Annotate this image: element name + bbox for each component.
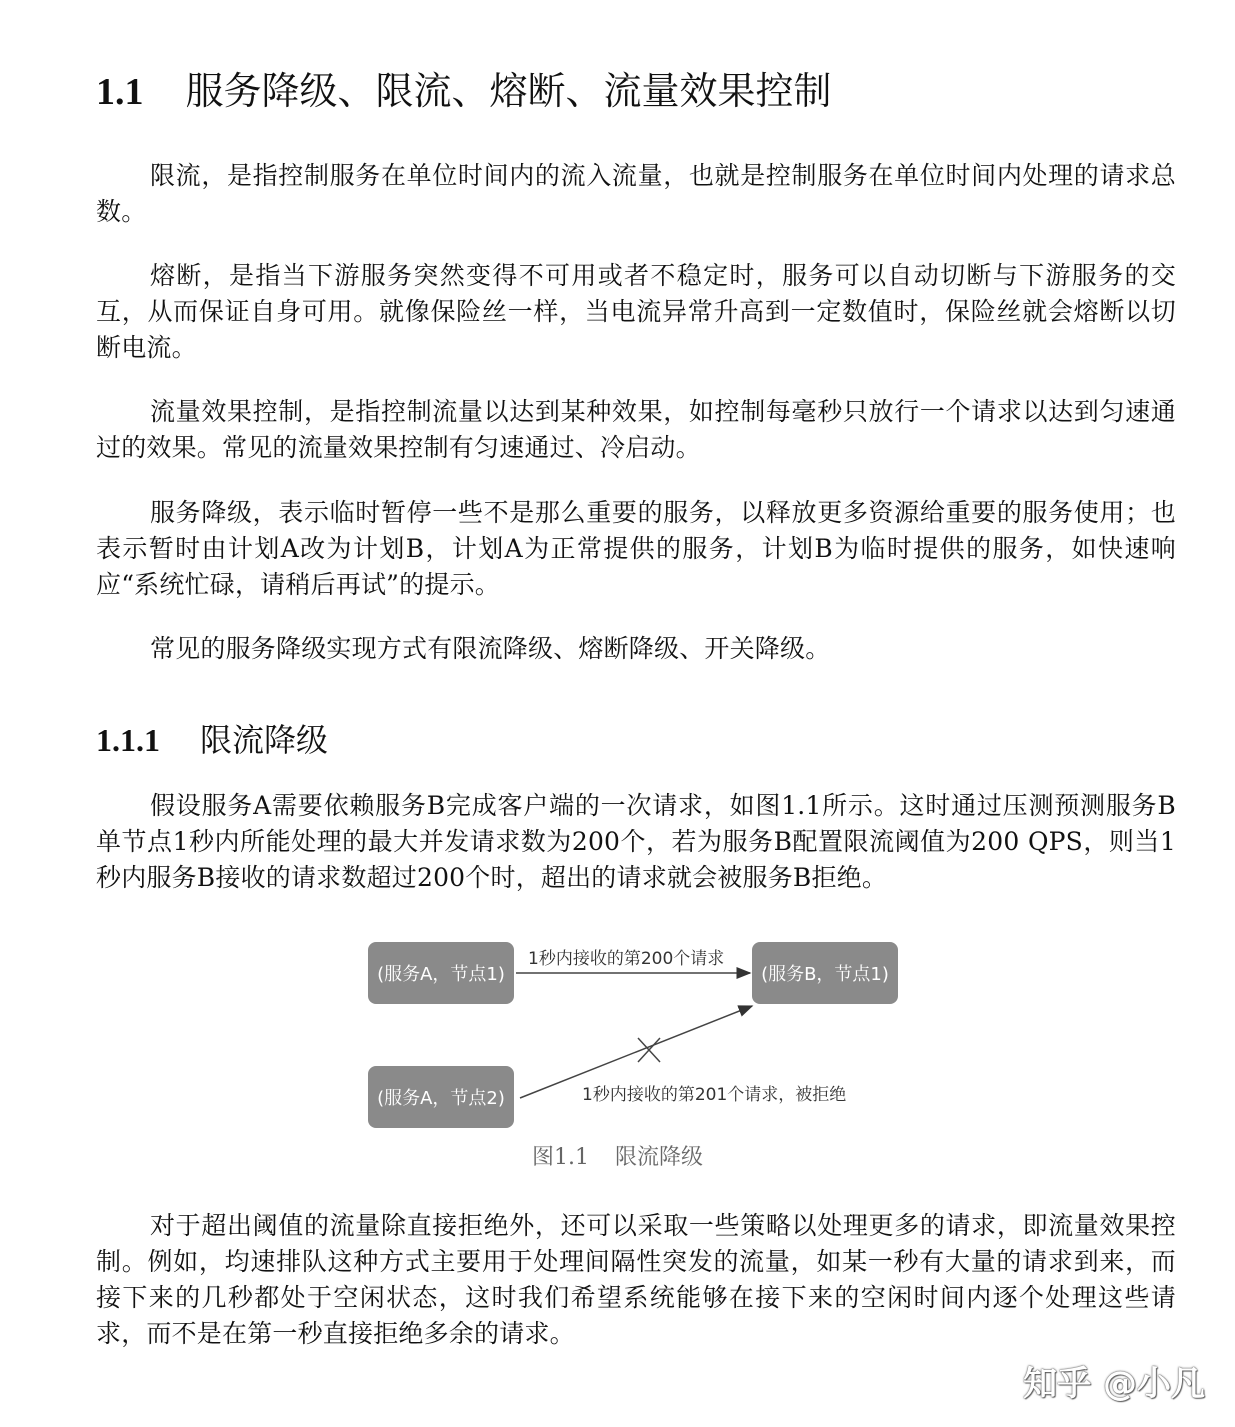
node-service-a-1: (服务A，节点1) <box>368 942 514 1004</box>
subsection-title: 限流降级 <box>200 721 329 759</box>
figure-rate-limit-diagram <box>360 930 920 1140</box>
watermark: 知乎 @小凡 <box>1023 1364 1205 1404</box>
edge-label-rejected: 1秒内接收的第201个请求，被拒绝 <box>582 1085 847 1105</box>
section-heading <box>96 66 832 117</box>
paragraph-traffic-shaping: 流量效果控制，是指控制流量以达到某种效果，如控制每毫秒只放行一个请求以达到匀速通过的效果。常见的流量效果控制有匀速通过、冷启动。 <box>96 397 1176 462</box>
node-service-a-2: (服务A，节点2) <box>368 1066 514 1128</box>
figure-caption-number: 图1.1 <box>531 1145 589 1170</box>
subsection-number: 1.1.1 <box>96 722 160 758</box>
node-service-b-1: (服务B，节点1) <box>752 942 898 1004</box>
figure-caption <box>0 1142 1235 1174</box>
figure-caption-title: 限流降级 <box>614 1145 703 1170</box>
paragraph-rate-limiting: 限流，是指控制服务在单位时间内的流入流量，也就是控制服务在单位时间内处理的请求总数。 <box>96 161 1176 226</box>
section-title: 服务降级、限流、熔断、流量效果控制 <box>185 69 832 113</box>
paragraph-traffic-control: 对于超出阈值的流量除直接拒绝外，还可以采取一些策略以处理更多的请求，即流量效果控制。例如，均速排队这种方式主要用于处理间隔性突发的流量，如某一秒有大量的请求到来，而接下来的几秒都处于空闲状态，这时我们希望系统能够在接下来的空闲时间内逐个处理这些请求，而不是在第一秒直接拒绝多余的请求。 <box>96 1211 1176 1348</box>
paragraph-degradation-methods: 常见的服务降级实现方式有限流降级、熔断降级、开关降级。 <box>150 634 831 663</box>
paragraph-rate-limit-example: 假设服务A需要依赖服务B完成客户端的一次请求，如图1.1所示。这时通过压测预测服务B单节点1秒内所能处理的最大并发请求数为200个，若为服务B配置限流阈值为200 QPS，则当1秒内服务B接收的请求数超过200个时，超出的请求就会被服务B拒绝。 <box>96 791 1176 892</box>
section-number: 1.1 <box>96 71 144 113</box>
subsection-heading <box>96 718 328 762</box>
edge-label-accepted: 1秒内接收的第200个请求 <box>528 949 725 969</box>
paragraph-circuit-breaking: 熔断，是指当下游服务突然变得不可用或者不稳定时，服务可以自动切断与下游服务的交互，从而保证自身可用。就像保险丝一样，当电流异常升高到一定数值时，保险丝就会熔断以切断电流。 <box>96 261 1176 362</box>
paragraph-service-degradation: 服务降级，表示临时暂停一些不是那么重要的服务，以释放更多资源给重要的服务使用；也表示暂时由计划A改为计划B，计划A为正常提供的服务，计划B为临时提供的服务，如快速响应“系统忙碌，请稍后再试”的提示。 <box>96 498 1176 599</box>
